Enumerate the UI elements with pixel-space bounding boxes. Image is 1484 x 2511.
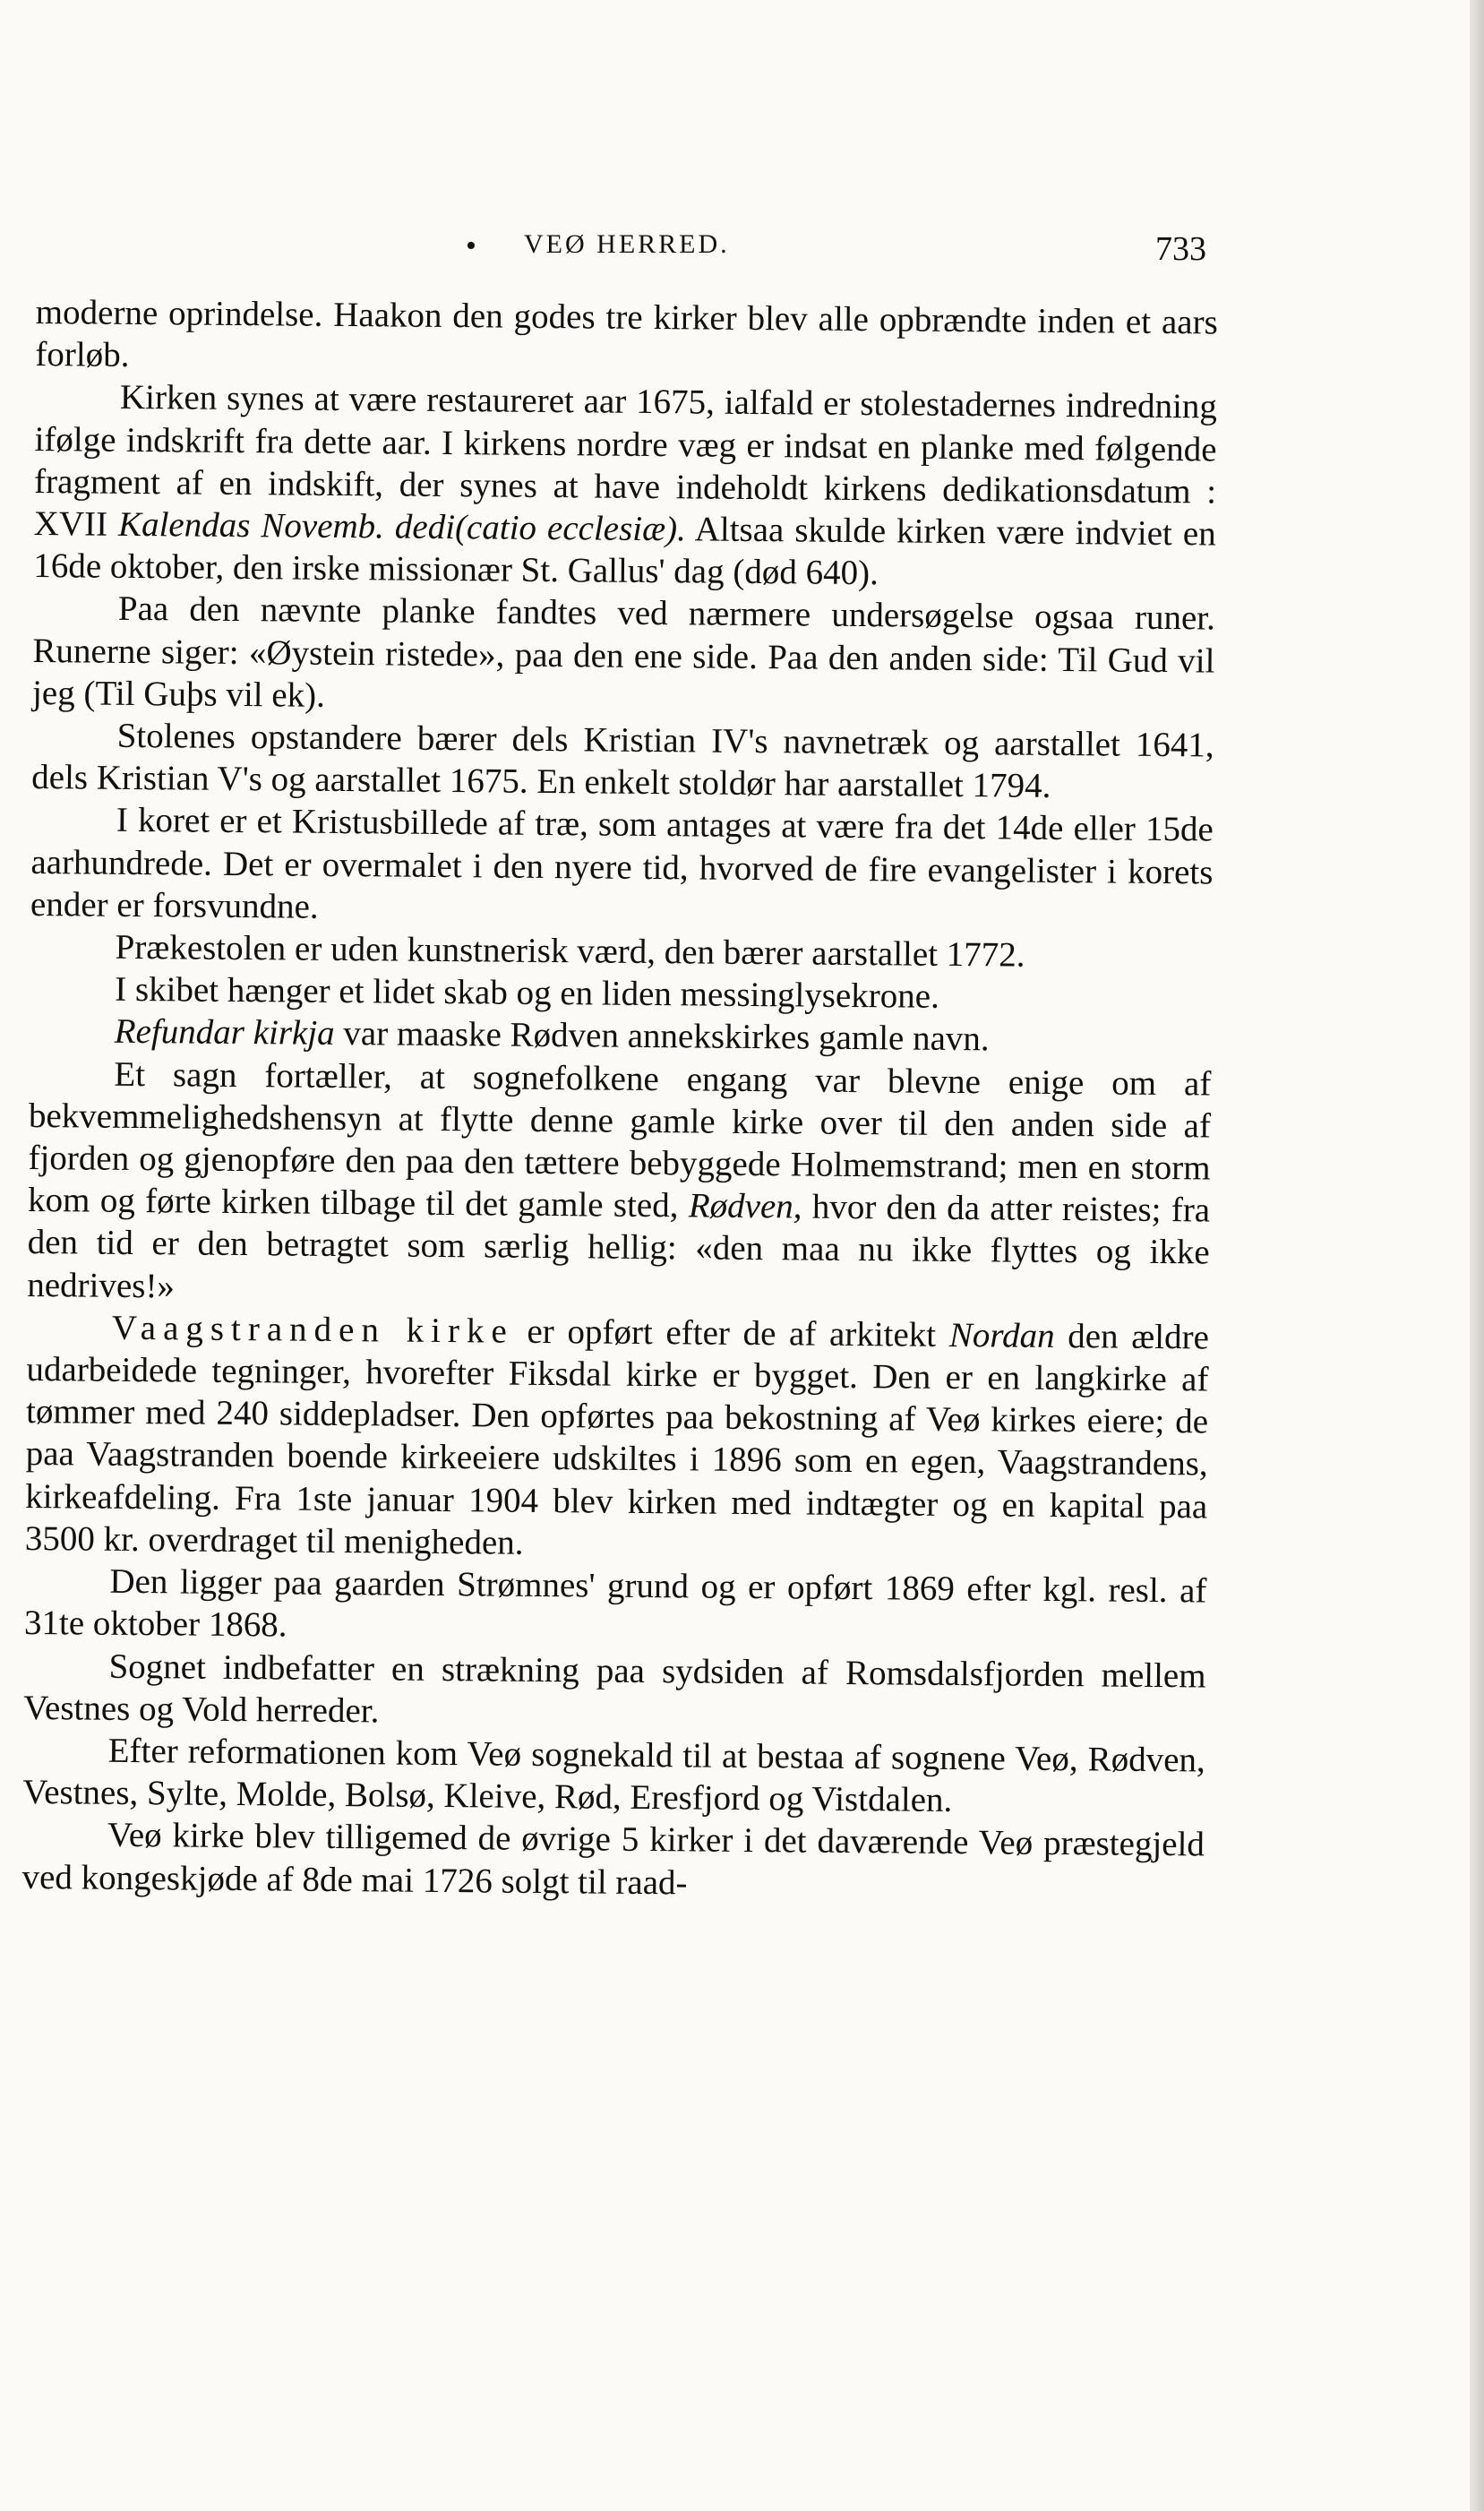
header-bullet: • (466, 229, 476, 262)
paragraph-10-end: den ældre udarbeidede tegninger, hvorefter Fiksdal kirke er bygget. Den er en langkirke af tømmer med 240 siddepladser. Den opførtes paa bekostning af Veø kirkes eiere; de paa Vaagstranden boende kirkeeiere udskiltes i 1896 som en egen, Vaagstrandens, kirkeafdeling. Fra 1ste januar 1904 blev kirken med indtægter og en kapital paa 3500 kr. overdraget til menigheden. (24, 1316, 1210, 1562)
paragraph-2-text: Kirken synes at være restaureret aar 1675, ialfald er stolestadernes indredning ifølge indskrift fra dette aar. I kirkens nordre væg er indsat en planke med følgende fragment af en indskift, der synes at have indeholdt kirkens dedikationsdatum : (33, 378, 1218, 512)
paragraph-3 (32, 587, 1215, 724)
old-church-name: Refundar kirkja (114, 1012, 335, 1053)
paragraph-13 (22, 1729, 1205, 1824)
paragraph-1-text: moderne oprindelse. Haakon den godes tre kirker blev alle opbrændte inden et aars forløb. (35, 292, 1218, 375)
body-text (21, 291, 1218, 1908)
paragraph-3-text: Paa den nævnte planke fandtes ved nærmere undersøgelse ogsaa runer. Runerne siger: «Øystein ristede», paa den ene side. Paa den anden side: Til Gud vil jeg (Til Guþs vil ek). (31, 589, 1216, 715)
paragraph-2 (33, 375, 1217, 598)
paragraph-1 (35, 291, 1218, 386)
latin-inscription: Kalendas Novemb. dedi(catio ecclesiæ). (117, 504, 687, 549)
paragraph-5-text: I koret er et Kristusbillede af træ, som antages at være fra det 14de eller 15de aarhundrede. Det er overmalet i den nyere tid, hvorved de fire evangelister i korets ender er forsvundne. (30, 801, 1214, 926)
paragraph-12-text: Sognet indbefatter en strækning paa sydsiden af Romsdalsfjorden mellem Vestnes og Vold herreder. (23, 1647, 1206, 1731)
page-edge (1470, 0, 1484, 2511)
page-header (0, 224, 1254, 269)
paragraph-10 (25, 1306, 1209, 1570)
paragraph-11 (24, 1560, 1207, 1655)
paragraph-5 (30, 798, 1214, 935)
paragraph-2-end: Altsaa skulde kirken være indviet en 16de oktober, den irske missionær St. Gallus' dag (død 640). (33, 510, 1216, 593)
paragraph-7-text: I skibet hænger et lidet skab og en liden messinglysekrone. (115, 970, 940, 1017)
paragraph-4-text: Stolenes opstandere bærer dels Kristian IV's navnetræk og aarstallet 1641, dels Kristian V's og aarstallet 1675. En enkelt stoldør har aarstallet 1794. (31, 716, 1214, 806)
paragraph-14-text: Veø kirke blev tilligemed de øvrige 5 kirker i det daværende Veø præstegjeld ved kongeskjøde af 8de mai 1726 solgt til raad- (21, 1816, 1205, 1902)
paragraph-11-text: Den ligger paa gaarden Strømnes' grund og er opført 1869 efter kgl. resl. af 31te oktober 1868. (23, 1561, 1207, 1645)
paragraph-9-end: hvor den da atter reistes; fra den tid er den betragtet som særlig hellig: «den maa nu ikke flyttes og ikke nedrives!» (27, 1187, 1211, 1306)
paragraph-9-text: Et sagn fortæller, at sognefolkene engang var blevne enige om af bekvemmelighedshensyn at flytte denne gamle kirke over til den anden side af fjorden og gjenopføre den paa den tættere bebyggede Holmemstrand; men en storm kom og førte kirken tilbage til det gamle sted, (27, 1054, 1212, 1225)
roman-numeral: XVII (33, 504, 108, 544)
church-heading-vaagstranden: Vaagstranden kirke (111, 1308, 514, 1351)
paragraph-12 (23, 1644, 1206, 1739)
paragraph-13-text: Efter reformationen kom Veø sognekald til at bestaa af sognene Veø, Rødven, Vestnes, Sylte, Molde, Bolsø, Kleive, Rød, Eresfjord og Vistdalen. (22, 1731, 1205, 1820)
architect-name: Nordan (948, 1315, 1055, 1355)
paragraph-8-text: var maaske Rødven annekskirkes gamle navn. (343, 1014, 990, 1059)
place-name-rodven: Rødven, (688, 1186, 802, 1226)
page-number: 733 (1155, 230, 1206, 268)
paragraph-14 (21, 1813, 1205, 1908)
running-title: VEØ HERRED. (524, 229, 730, 259)
paragraph-6-text: Prækestolen er uden kunstnerisk værd, den bærer aarstallet 1772. (115, 927, 1025, 975)
paragraph-9 (27, 1053, 1211, 1317)
paragraph-4 (31, 714, 1214, 809)
paragraph-10-text: er opført efter de af arkitekt (527, 1311, 937, 1354)
